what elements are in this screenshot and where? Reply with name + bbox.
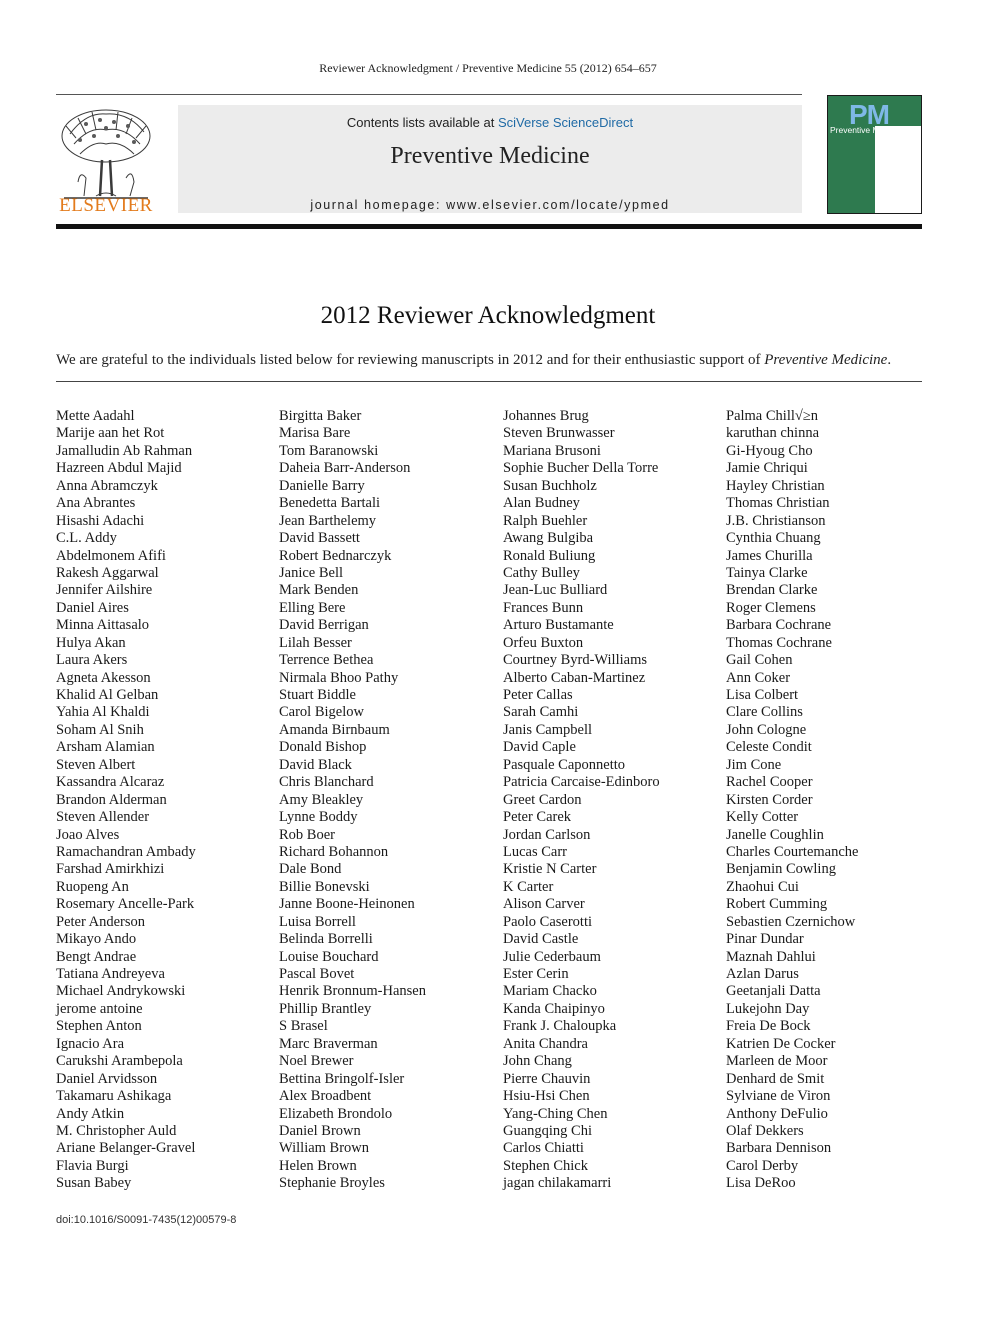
reviewer-name: Mariam Chacko xyxy=(503,983,597,1000)
reviewer-name: Peter Carek xyxy=(503,809,572,826)
reviewer-name: Kirsten Corder xyxy=(726,791,813,808)
reviewer-name: Billie Bonevski xyxy=(279,878,370,895)
reviewer-name: Arsham Alamian xyxy=(56,739,155,756)
reviewer-name: Alan Budney xyxy=(503,495,580,512)
reviewer-name: Orfeu Buxton xyxy=(503,634,584,651)
reviewer-name: Carol Bigelow xyxy=(279,704,364,721)
reviewer-name: Sophie Bucher Della Torre xyxy=(503,460,659,477)
reviewer-name: Phillip Brantley xyxy=(279,1000,372,1017)
reviewer-name: Janis Campbell xyxy=(503,721,593,738)
reviewer-name: David Black xyxy=(279,756,352,773)
reviewer-name: Lisa DeRoo xyxy=(726,1175,796,1192)
reviewer-name: Janne Boone-Heinonen xyxy=(279,896,415,913)
doi: doi:10.1016/S0091-7435(12)00579-8 xyxy=(56,1214,237,1226)
reviewer-name: Mikayo Ando xyxy=(56,931,137,948)
reviewer-name: jagan chilakamarri xyxy=(503,1175,612,1192)
reviewer-name: Carlos Chiatti xyxy=(503,1140,584,1157)
journal-title: Preventive Medicine xyxy=(390,143,590,169)
journal-cover-thumbnail xyxy=(827,95,922,214)
reviewer-name: Thomas Christian xyxy=(726,495,830,512)
reviewer-name: Ralph Buehler xyxy=(503,512,588,529)
reviewer-name: Frances Bunn xyxy=(503,599,584,616)
masthead-top-rule xyxy=(56,94,802,95)
reviewer-name: Pinar Dundar xyxy=(726,931,804,948)
reviewer-name: Elizabeth Brondolo xyxy=(279,1105,393,1122)
reviewer-name: S Brasel xyxy=(279,1018,328,1035)
reviewer-name: Stephanie Broyles xyxy=(279,1175,385,1192)
reviewer-name: Ann Coker xyxy=(726,669,791,686)
reviewer-name: K Carter xyxy=(503,878,554,895)
reviewer-name: Kelly Cotter xyxy=(726,809,799,826)
reviewer-name: Hazreen Abdul Majid xyxy=(56,460,182,477)
reviewer-name: Awang Bulgiba xyxy=(503,530,594,547)
reviewer-name: Jordan Carlson xyxy=(503,826,591,843)
contents-availability xyxy=(178,115,802,130)
reviewer-name: Geetanjali Datta xyxy=(726,983,821,1000)
reviewer-name: Jamie Chriqui xyxy=(726,460,808,477)
reviewer-name: Soham Al Snih xyxy=(56,721,144,738)
reviewer-name: Marleen de Moor xyxy=(726,1053,828,1070)
reviewer-name: David Caple xyxy=(503,739,576,756)
sciencedirect-link[interactable]: SciVerse ScienceDirect xyxy=(497,115,634,130)
reviewer-name: Rachel Cooper xyxy=(726,774,813,791)
reviewer-name: Yahia Al Khaldi xyxy=(56,704,150,721)
reviewer-name: Brendan Clarke xyxy=(726,582,818,599)
article-title: 2012 Reviewer Acknowledgment xyxy=(320,302,656,329)
reviewer-name: M. Christopher Auld xyxy=(56,1122,177,1139)
reviewer-name: Tainya Clarke xyxy=(726,564,808,581)
reviewer-name: Denhard de Smit xyxy=(726,1070,825,1087)
reviewer-name: Pasquale Caponnetto xyxy=(503,756,626,773)
intro-paragraph xyxy=(56,352,922,369)
reviewer-name: Takamaru Ashikaga xyxy=(56,1088,172,1105)
reviewer-name: Steven Brunwasser xyxy=(503,425,615,442)
reviewer-name: Flavia Burgi xyxy=(56,1157,129,1174)
reviewer-name: Courtney Byrd-Williams xyxy=(503,652,647,669)
reviewer-name: Robert Cumming xyxy=(726,896,828,913)
reviewer-name: Bettina Bringolf-Isler xyxy=(279,1070,405,1087)
reviewer-name: Terrence Bethea xyxy=(279,652,374,669)
journal-masthead xyxy=(56,94,922,224)
reviewer-name: Pascal Bovet xyxy=(279,966,355,982)
reviewer-name: Cathy Bulley xyxy=(503,564,580,581)
intro-rule xyxy=(56,381,922,382)
reviewer-name: Michael Andrykowski xyxy=(56,983,186,1000)
reviewer-name: Jean Barthelemy xyxy=(279,512,377,529)
reviewer-name: Richard Bohannon xyxy=(279,843,389,860)
reviewer-name: Abdelmonem Afifi xyxy=(56,547,166,564)
reviewer-name: C.L. Addy xyxy=(56,530,117,547)
reviewer-name: Marije aan het Rot xyxy=(56,425,165,442)
reviewer-name: Paolo Caserotti xyxy=(503,913,593,930)
reviewer-name: Jennifer Ailshire xyxy=(56,582,153,599)
reviewer-name: Peter Anderson xyxy=(56,913,145,930)
reviewer-name: Sebastien Czernichow xyxy=(726,913,856,930)
reviewer-name: Laura Akers xyxy=(56,652,128,669)
reviewer-name: Pierre Chauvin xyxy=(503,1070,591,1087)
reviewer-name: Lilah Besser xyxy=(279,634,352,651)
reviewer-name: Lucas Carr xyxy=(503,843,568,860)
reviewer-name: Ignacio Ara xyxy=(56,1035,125,1052)
reviewer-name: Khalid Al Gelban xyxy=(56,687,159,703)
reviewer-name: Hulya Akan xyxy=(56,634,126,651)
journal-banner xyxy=(178,105,802,213)
reviewer-name: Daheia Barr-Anderson xyxy=(279,460,411,477)
cover-initials: PM xyxy=(849,99,889,130)
reviewer-name: Dale Bond xyxy=(279,861,342,878)
reviewer-name: Susan Buchholz xyxy=(503,477,597,494)
reviewer-name: Mark Benden xyxy=(279,582,359,599)
reviewer-name: Minna Aittasalo xyxy=(56,617,150,634)
reviewer-name: Ana Abrantes xyxy=(56,495,136,512)
reviewer-name: Chris Blanchard xyxy=(279,774,374,791)
reviewer-name: jerome antoine xyxy=(56,1000,143,1017)
reviewer-name: Farshad Amirkhizi xyxy=(56,861,165,878)
cover-subtitle: Preventive Medicine xyxy=(830,125,907,135)
reviewer-name: Sarah Camhi xyxy=(503,704,579,721)
reviewer-name: Stephen Chick xyxy=(503,1157,588,1174)
reviewer-name: Mariana Brusoni xyxy=(503,442,601,459)
reviewer-column-1 xyxy=(56,408,276,1193)
reviewer-name: Barbara Dennison xyxy=(726,1140,832,1157)
reviewer-name: Lukejohn Day xyxy=(726,1000,810,1017)
intro-text: We are grateful to the individuals listed below for reviewing manuscripts in 2012 and for their enthusiastic support of xyxy=(56,352,765,368)
reviewer-name: Danielle Barry xyxy=(279,477,365,494)
reviewer-name: Carukshi Arambepola xyxy=(56,1053,183,1070)
reviewer-name: Maznah Dahlui xyxy=(726,948,816,965)
reviewer-name: J.B. Christianson xyxy=(726,512,826,529)
reviewer-name: Marisa Bare xyxy=(279,425,351,442)
journal-homepage[interactable]: journal homepage: www.elsevier.com/locate/ypmed xyxy=(310,198,670,212)
reviewer-name: Ronald Buliung xyxy=(503,547,596,564)
reviewer-name: David Bassett xyxy=(279,530,360,547)
reviewer-name: Steven Allender xyxy=(56,809,150,826)
reviewer-name: Clare Collins xyxy=(726,704,803,721)
reviewer-column-2 xyxy=(279,408,499,1193)
reviewer-name: Susan Babey xyxy=(56,1175,132,1192)
reviewer-name: Joao Alves xyxy=(56,826,120,843)
reviewer-name: Benjamin Cowling xyxy=(726,861,836,878)
reviewer-name: Hsiu-Hsi Chen xyxy=(503,1088,590,1105)
reviewer-name: Thomas Cochrane xyxy=(726,634,832,651)
reviewer-name: Stuart Biddle xyxy=(279,687,356,703)
reviewer-name: Henrik Bronnum-Hansen xyxy=(279,983,426,1000)
reviewer-name: Sylviane de Viron xyxy=(726,1088,831,1105)
reviewer-name: Rosemary Ancelle-Park xyxy=(56,896,195,913)
reviewer-name: Carol Derby xyxy=(726,1157,799,1174)
reviewer-column-4 xyxy=(726,408,946,1193)
reviewer-name: Lynne Boddy xyxy=(279,809,358,826)
reviewer-name: Gi-Hyoug Cho xyxy=(726,442,813,459)
reviewer-name: Marc Braverman xyxy=(279,1035,378,1052)
reviewer-name: Bengt Andrae xyxy=(56,948,137,965)
reviewer-name: Jamalludin Ab Rahman xyxy=(56,442,193,459)
reviewer-name: Zhaohui Cui xyxy=(726,878,799,895)
elsevier-wordmark: ELSEVIER xyxy=(59,195,153,216)
reviewer-name: Brandon Alderman xyxy=(56,791,167,808)
reviewer-name: Donald Bishop xyxy=(279,739,367,756)
reviewer-name: Arturo Bustamante xyxy=(503,617,614,634)
running-head: Reviewer Acknowledgment / Preventive Medicine 55 (2012) 654–657 xyxy=(319,61,657,75)
reviewer-name: Barbara Cochrane xyxy=(726,617,832,634)
reviewer-name: Andy Atkin xyxy=(56,1105,125,1122)
reviewer-name: Tom Baranowski xyxy=(279,442,379,459)
reviewer-name: Amanda Birnbaum xyxy=(279,721,390,738)
reviewer-name: Tatiana Andreyeva xyxy=(56,966,165,982)
intro-end: . xyxy=(887,352,892,368)
reviewer-name: Frank J. Chaloupka xyxy=(503,1018,617,1035)
reviewer-name: John Cologne xyxy=(726,721,807,738)
reviewer-name: Lisa Colbert xyxy=(726,687,799,703)
reviewer-name: Julie Cederbaum xyxy=(503,948,601,965)
reviewer-name: Hayley Christian xyxy=(726,477,825,494)
reviewer-name: Robert Bednarczyk xyxy=(279,547,392,564)
reviewer-name: Katrien De Cocker xyxy=(726,1035,836,1052)
reviewer-name: Anita Chandra xyxy=(503,1035,588,1052)
reviewer-name: Alex Broadbent xyxy=(279,1088,372,1105)
reviewer-name: Rob Boer xyxy=(279,826,335,843)
reviewer-name: Ester Cerin xyxy=(503,966,569,982)
reviewer-name: Helen Brown xyxy=(279,1157,357,1174)
reviewer-name: Ariane Belanger-Gravel xyxy=(56,1140,196,1157)
reviewer-name: Roger Clemens xyxy=(726,599,816,616)
reviewer-name: Azlan Darus xyxy=(726,966,799,982)
reviewer-name: Nirmala Bhoo Pathy xyxy=(279,669,399,686)
intro-journal-name: Preventive Medicine xyxy=(764,352,888,368)
reviewer-name: Benedetta Bartali xyxy=(279,495,381,512)
reviewer-name: David Berrigan xyxy=(279,617,369,634)
reviewer-name: Jean-Luc Bulliard xyxy=(503,582,608,599)
reviewer-name: Ramachandran Ambady xyxy=(56,843,196,860)
reviewer-name: William Brown xyxy=(279,1140,370,1157)
reviewer-name: Patricia Carcaise-Edinboro xyxy=(503,774,660,791)
reviewer-name: Amy Bleakley xyxy=(279,791,364,808)
reviewer-name: Elling Bere xyxy=(279,599,346,616)
reviewer-name: Peter Callas xyxy=(503,687,573,703)
reviewer-name: karuthan chinna xyxy=(726,425,820,442)
reviewer-name: Louise Bouchard xyxy=(279,948,379,965)
reviewer-name: John Chang xyxy=(503,1053,572,1070)
masthead-bottom-rule xyxy=(56,224,922,229)
reviewer-name: Anna Abramczyk xyxy=(56,477,158,494)
reviewer-name: Celeste Condit xyxy=(726,739,812,756)
reviewer-name: Kristie N Carter xyxy=(503,861,597,878)
reviewer-name: Freia De Bock xyxy=(726,1018,811,1035)
reviewer-name: Daniel Brown xyxy=(279,1122,361,1139)
reviewer-name: Yang-Ching Chen xyxy=(503,1105,608,1122)
reviewer-name: Kassandra Alcaraz xyxy=(56,774,165,791)
reviewer-name: Alison Carver xyxy=(503,896,585,913)
reviewer-name: Guangqing Chi xyxy=(503,1122,593,1139)
reviewer-name: David Castle xyxy=(503,931,579,948)
reviewer-name: James Churilla xyxy=(726,547,813,564)
reviewer-name: Charles Courtemanche xyxy=(726,843,859,860)
reviewer-name: Stephen Anton xyxy=(56,1018,142,1035)
reviewer-name: Jim Cone xyxy=(726,756,782,773)
reviewer-name: Daniel Aires xyxy=(56,599,129,616)
reviewer-name: Olaf Dekkers xyxy=(726,1122,804,1139)
reviewer-name: Janice Bell xyxy=(279,564,344,581)
reviewer-name: Kanda Chaipinyo xyxy=(503,1000,605,1017)
reviewer-name: Alberto Caban-Martinez xyxy=(503,669,646,686)
reviewer-name: Belinda Borrelli xyxy=(279,931,373,948)
reviewer-name: Daniel Arvidsson xyxy=(56,1070,158,1087)
reviewer-name: Mette Aadahl xyxy=(56,408,135,424)
reviewer-name: Noel Brewer xyxy=(279,1053,354,1070)
reviewer-name: Johannes Brug xyxy=(503,408,589,424)
reviewer-name: Anthony DeFulio xyxy=(726,1105,828,1122)
reviewer-name: Palma Chill√≥n xyxy=(726,408,819,424)
reviewer-column-3 xyxy=(503,408,723,1193)
reviewer-name: Janelle Coughlin xyxy=(726,826,824,843)
contents-prefix: Contents lists available at xyxy=(346,115,498,130)
reviewer-name: Hisashi Adachi xyxy=(56,512,145,529)
reviewer-name: Luisa Borrell xyxy=(279,913,356,930)
reviewer-name: Birgitta Baker xyxy=(279,408,362,424)
reviewer-name: Gail Cohen xyxy=(726,652,793,669)
reviewer-name: Greet Cardon xyxy=(503,791,582,808)
reviewer-name: Steven Albert xyxy=(56,756,136,773)
reviewer-name: Rakesh Aggarwal xyxy=(56,564,159,581)
reviewer-name: Agneta Akesson xyxy=(56,669,151,686)
reviewer-name: Ruopeng An xyxy=(56,878,129,895)
reviewer-name: Cynthia Chuang xyxy=(726,530,821,547)
